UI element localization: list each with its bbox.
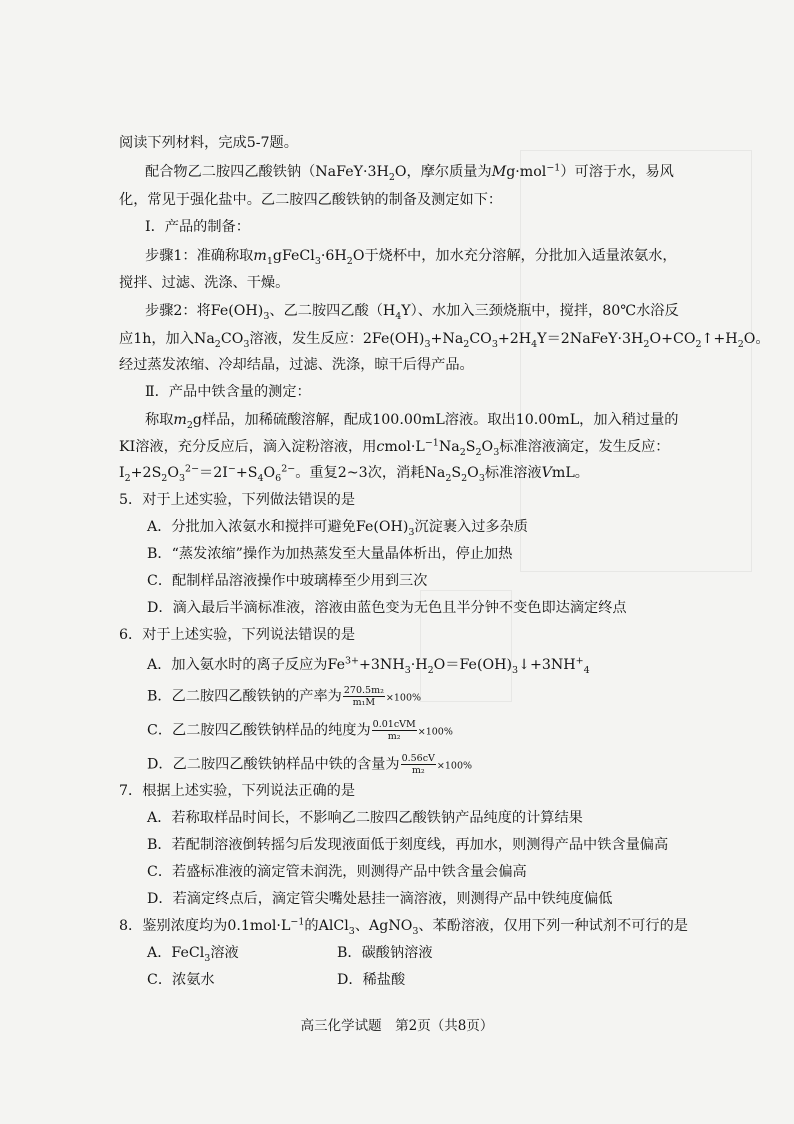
bleed-through-artifact xyxy=(520,150,752,572)
question-5: 5．对于上述实验，下列做法错误的是 xyxy=(119,492,356,508)
q7-option-a: A．若称取样品时间长，不影响乙二胺四乙酸铁钠产品纯度的计算结果 xyxy=(147,810,583,826)
q7-option-c: C．若盛标准液的滴定管未润洗，则测得产品中铁含量会偏高 xyxy=(147,864,527,880)
q7-option-d: D．若滴定终点后，滴定管尖嘴处悬挂一滴溶液，则测得产品中铁纯度偏低 xyxy=(147,891,613,907)
q6-option-a: A．加入氨水时的离子反应为$Fe^{3+}+3NH_3\cdot H_2O=Fe(OH)_3↓+3NH^+_4$ xyxy=(147,655,590,676)
question-7: 7．根据上述实验，下列说法正确的是 xyxy=(119,783,356,799)
step1-text: 搅拌、过滤、洗涤、干燥。 xyxy=(119,275,290,291)
q8-option-d: D．稀盐酸 xyxy=(337,972,406,988)
q6-option-b: B．乙二胺四乙酸铁钠的产率为 $\frac{\text{270.5m₂}}{\text{m₁M}}$ ×100% xyxy=(147,685,422,708)
step2-text: 经过蒸发浓缩、冷却结晶，过滤、洗涤，晾干后得产品。 xyxy=(119,357,474,373)
material-paragraph: 化，常见于强化盐中。乙二胺四乙酸铁钠的制备及测定如下： xyxy=(119,192,503,208)
q6-option-c: C．乙二胺四乙酸铁钠样品的纯度为 $\frac{\text{0.01cVM}}{\text{m₂}}$ ×100% xyxy=(147,719,453,742)
material-paragraph: 配合物乙二胺四乙酸铁钠（$NaFeY\cdot 3H_2O$，摩尔质量为Mg·mol$^{-1}$）可溶于水，易风 xyxy=(145,162,674,183)
q5-option-b: B．“蒸发浓缩”操作为加热蒸发至大量晶体析出，停止加热 xyxy=(147,546,513,562)
q6-option-d: D．乙二胺四乙酸铁钠样品中铁的含量为 $\frac{0.56cV}{\text{m₂}}$ ×100% xyxy=(147,753,473,776)
step1-text: 步骤1：准确称取$m_1gFeCl_3\cdot 6H_2O$于烧杯中，加水充分溶解，分批加入适量浓氨水， xyxy=(145,248,677,267)
section-heading: Ⅰ．产品的制备： xyxy=(145,219,250,235)
q7-option-b: B．若配制溶液倒转摇匀后发现液面低于刻度线，再加水，则测得产品中铁含量偏高 xyxy=(147,837,669,853)
fraction: $\frac{\text{0.01cVM}}{\text{m₂}}$ xyxy=(372,719,416,742)
intro-line: 阅读下列材料，完成5-7题。 xyxy=(119,135,298,151)
q8-option-a: A．FeCl$_3$溶液 xyxy=(147,945,239,964)
fraction: $\frac{\text{270.5m₂}}{\text{m₁M}}$ xyxy=(343,685,384,708)
measurement-text: $I_2+2S_2O_3^{2-}=2I^-+S_4O_6^{2-}$。重复2~3次，消耗$Na_2S_2O_3$标准溶液VmL。 xyxy=(119,463,589,484)
question-8: 8．鉴别浓度均为$0.1mol\cdot L^{-1}$的AlCl$_3$、AgNO$_3$、苯酚溶液，仅用下列一种试剂不可行的是 xyxy=(119,916,688,937)
measurement-text: KI溶液，充分反应后，滴入淀粉溶液，用$cmol\cdot L^{-1}Na_2S_2O_3$标准溶液滴定，发生反应： xyxy=(119,437,670,458)
step2-text: 步骤2：将$Fe(OH)_3$、乙二胺四乙酸$(H_4Y)$、水加入三颈烧瓶中，搅拌，80℃水浴反 xyxy=(145,303,679,322)
q5-option-d: D．滴入最后半滴标准液，溶液由蓝色变为无色且半分钟不变色即达滴定终点 xyxy=(147,600,627,616)
q8-option-b: B．碳酸钠溶液 xyxy=(337,945,433,961)
question-6: 6．对于上述实验，下列说法错误的是 xyxy=(119,627,356,643)
measurement-text: 称取$m_2g$样品，加稀硫酸溶解，配成100.00mL溶液。取出10.00mL，加入稍过量的 xyxy=(145,412,679,431)
section-heading: Ⅱ．产品中铁含量的测定： xyxy=(145,384,311,400)
q8-option-c: C．浓氨水 xyxy=(147,972,215,988)
q5-option-c: C．配制样品溶液操作中玻璃棒至少用到三次 xyxy=(147,573,428,589)
page-footer: 高三化学试题 第2页（共8页） xyxy=(300,1018,494,1034)
step2-text: 应1h，加入$Na_2CO_3$溶液，发生反应：$2Fe(OH)_3+Na_2CO_3+2H_4Y=2NaFeY\cdot 3H_2O+CO_2↑+H_2O$。 xyxy=(119,331,770,350)
fraction: $\frac{0.56cV}{\text{m₂}}$ xyxy=(401,753,435,776)
q5-option-a: A．分批加入浓氨水和搅拌可避免$Fe(OH)_3$沉淀裹入过多杂质 xyxy=(147,519,528,538)
